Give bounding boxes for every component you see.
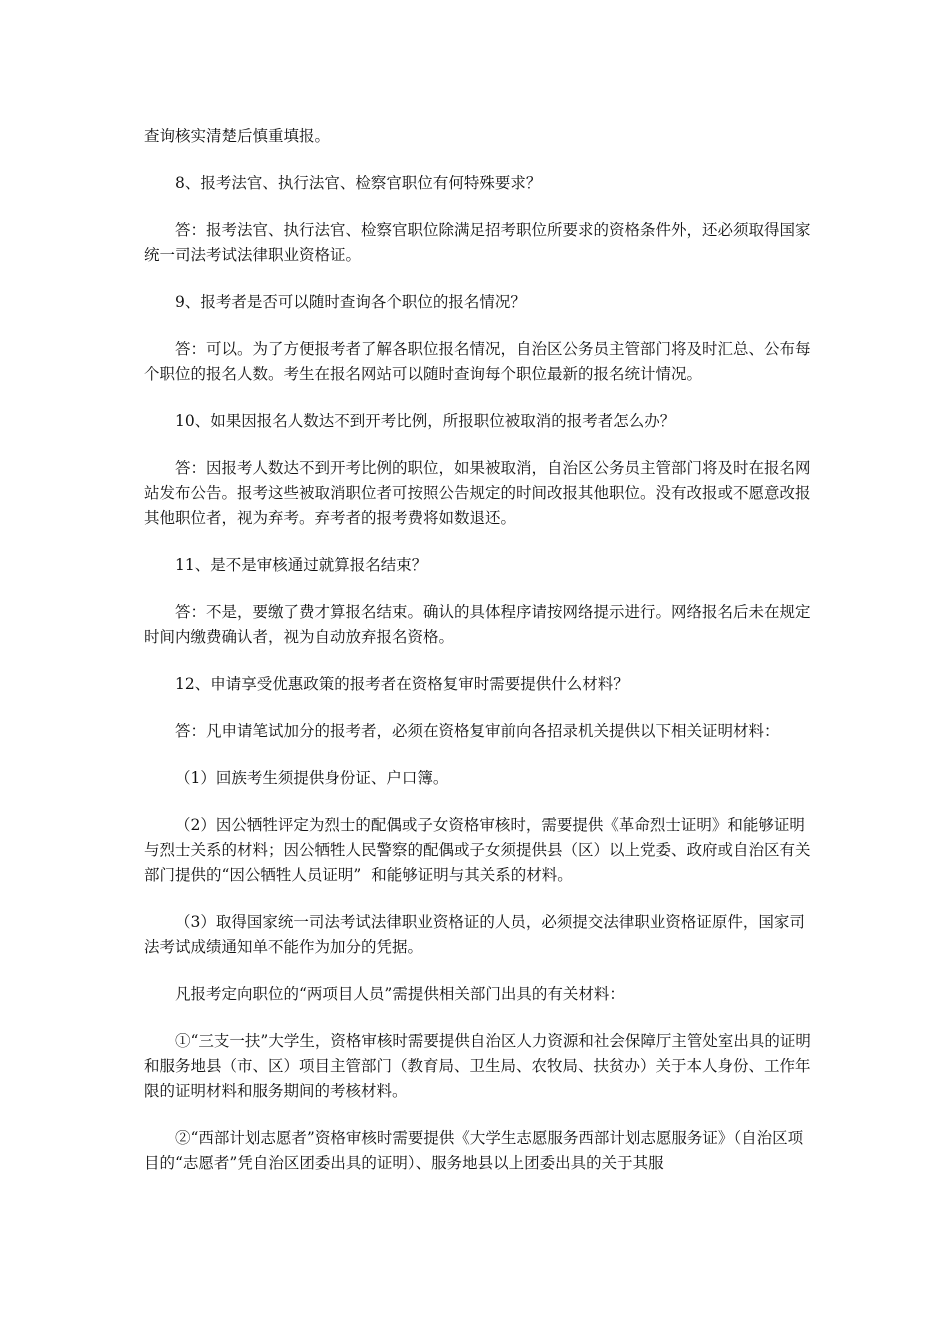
paragraph: （1）回族考生须提供身份证、户口簿。: [175, 769, 449, 787]
paragraph: 10、如果因报名人数达不到开考比例，所报职位被取消的报考者怎么办？: [175, 412, 676, 430]
paragraph: 答：报考法官、执行法官、检察官职位除满足招考职位所要求的资格条件外，还必须取得国家统一司法考试法律职业资格证。: [144, 221, 811, 264]
paragraph: 9、报考者是否可以随时查询各个职位的报名情况？: [175, 293, 526, 311]
paragraph: （2）因公牺牲评定为烈士的配偶或子女资格审核时，需要提供《革命烈士证明》和能够证明与烈士关系的材料；因公牺牲人民警察的配偶或子女须提供县（区）以上党委、政府或自治区有关部门提供的“因公牺牲人员证明” 和能够证明与其关系的材料。: [144, 816, 811, 884]
paragraph: ①“三支一扶”大学生，资格审核时需要提供自治区人力资源和社会保障厅主管处室出具的证明和服务地县（市、区）项目主管部门（教育局、卫生局、农牧局、扶贫办）关于本人身份、工作年限的证明材料和服务期间的考核材料。: [144, 1032, 811, 1100]
document-body: [144, 124, 814, 1176]
paragraph: 答：因报考人数达不到开考比例的职位，如果被取消，自治区公务员主管部门将及时在报名网站发布公告。报考这些被取消职位者可按照公告规定的时间改报其他职位。没有改报或不愿意改报其他职位者，视为弃考。弃考者的报考费将如数退还。: [144, 459, 811, 527]
paragraph: 凡报考定向职位的“两项目人员”需提供相关部门出具的有关材料：: [175, 985, 625, 1003]
paragraph: 11、是不是审核通过就算报名结束？: [175, 556, 428, 574]
paragraph: 12、申请享受优惠政策的报考者在资格复审时需要提供什么材料？: [175, 675, 629, 693]
paragraph: 答：不是，要缴了费才算报名结束。确认的具体程序请按网络提示进行。网络报名后未在规定时间内缴费确认者，视为自动放弃报名资格。: [144, 603, 811, 646]
paragraph: ②“西部计划志愿者”资格审核时需要提供《大学生志愿服务西部计划志愿服务证》（自治区项目的“志愿者”凭自治区团委出具的证明）、服务地县以上团委出具的关于其服: [144, 1129, 804, 1172]
paragraph: 答：可以。为了方便报考者了解各职位报名情况，自治区公务员主管部门将及时汇总、公布每个职位的报名人数。考生在报名网站可以随时查询每个职位最新的报名统计情况。: [144, 340, 811, 383]
paragraph: 8、报考法官、执行法官、检察官职位有何特殊要求？: [175, 174, 542, 192]
paragraph: 答：凡申请笔试加分的报考者，必须在资格复审前向各招录机关提供以下相关证明材料：: [175, 722, 780, 740]
paragraph: 查询核实清楚后慎重填报。: [144, 127, 331, 145]
paragraph: （3）取得国家统一司法考试法律职业资格证的人员，必须提交法律职业资格证原件，国家司法考试成绩通知单不能作为加分的凭据。: [144, 913, 805, 956]
